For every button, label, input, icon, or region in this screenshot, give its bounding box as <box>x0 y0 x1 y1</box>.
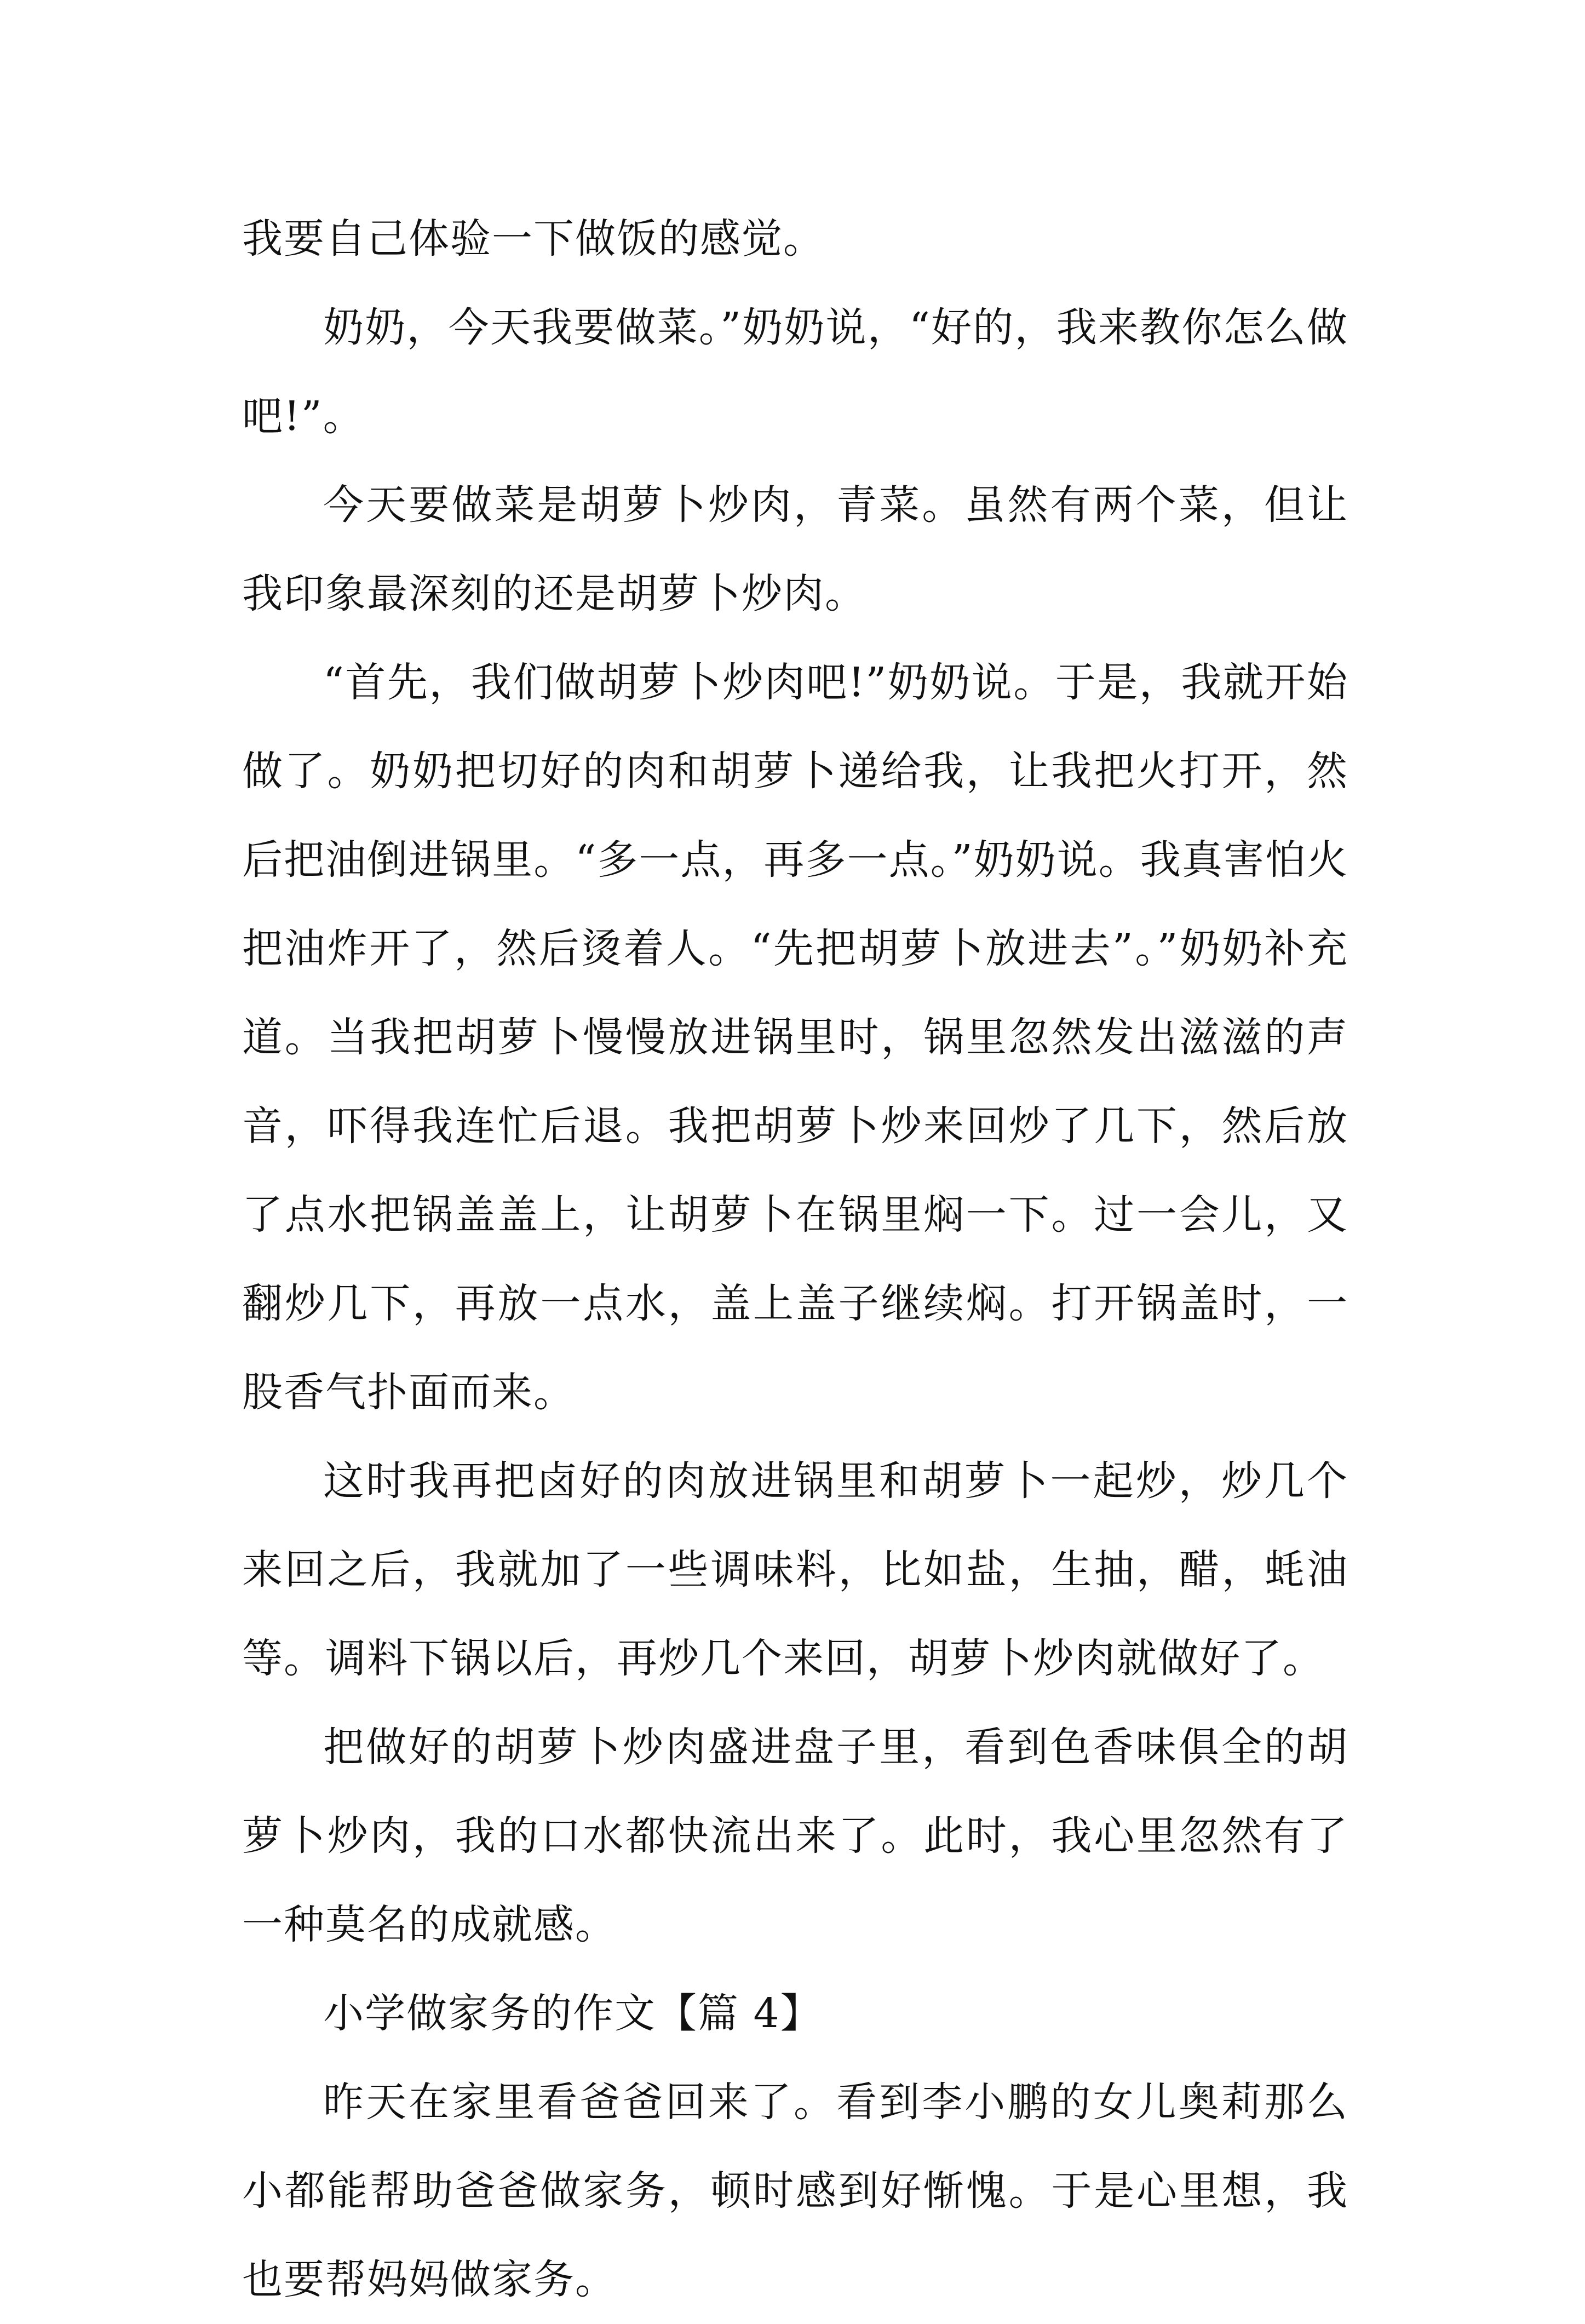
section-heading: 小学做家务的作文【篇 4】 <box>323 1990 822 2037</box>
paragraph-7: 昨天在家里看爸爸回来了。看到李小鹏的女儿奥莉那么小都能帮助爸爸做家务，顿时感到好惭愧。于是心里想，我也要帮妈妈做家务。 <box>242 2079 1348 2303</box>
paragraph-6: 把做好的胡萝卜炒肉盛进盘子里，看到色香味俱全的胡萝卜炒肉，我的口水都快流出来了。此时，我心里忽然有了一种莫名的成就感。 <box>242 1724 1348 1948</box>
paragraph-3: 今天要做菜是胡萝卜炒肉，青菜。虽然有两个菜，但让我印象最深刻的还是胡萝卜炒肉。 <box>242 481 1348 617</box>
paragraph-2: 奶奶，今天我要做菜。”奶奶说，“好的，我来教你怎么做吧!”。 <box>242 304 1348 440</box>
paragraph-5: 这时我再把卤好的肉放进锅里和胡萝卜一起炒，炒几个来回之后，我就加了一些调味料，比如盐，生抽，醋，蚝油等。调料下锅以后，再炒几个来回，胡萝卜炒肉就做好了。 <box>242 1457 1348 1682</box>
paragraph-4: “首先，我们做胡萝卜炒肉吧!”奶奶说。于是，我就开始做了。奶奶把切好的肉和胡萝卜递给我，让我把火打开，然后把油倒进锅里。“多一点，再多一点。”奶奶说。我真害怕火把油炸开了，然后烫着人。“先把胡萝卜放进去”。”奶奶补充道。当我把胡萝卜慢慢放进锅里时，锅里忽然发出滋滋的声音，吓得我连忙后退。我把胡萝卜炒来回炒了几下，然后放了点水把锅盖盖上，让胡萝卜在锅里焖一下。过一会儿，又翻炒几下，再放一点水，盖上盖子继续焖。打开锅盖时，一股香气扑面而来。 <box>242 659 1348 1416</box>
document-body <box>242 194 1348 2324</box>
paragraph-1: 我要自己体验一下做饭的感觉。 <box>242 215 825 262</box>
